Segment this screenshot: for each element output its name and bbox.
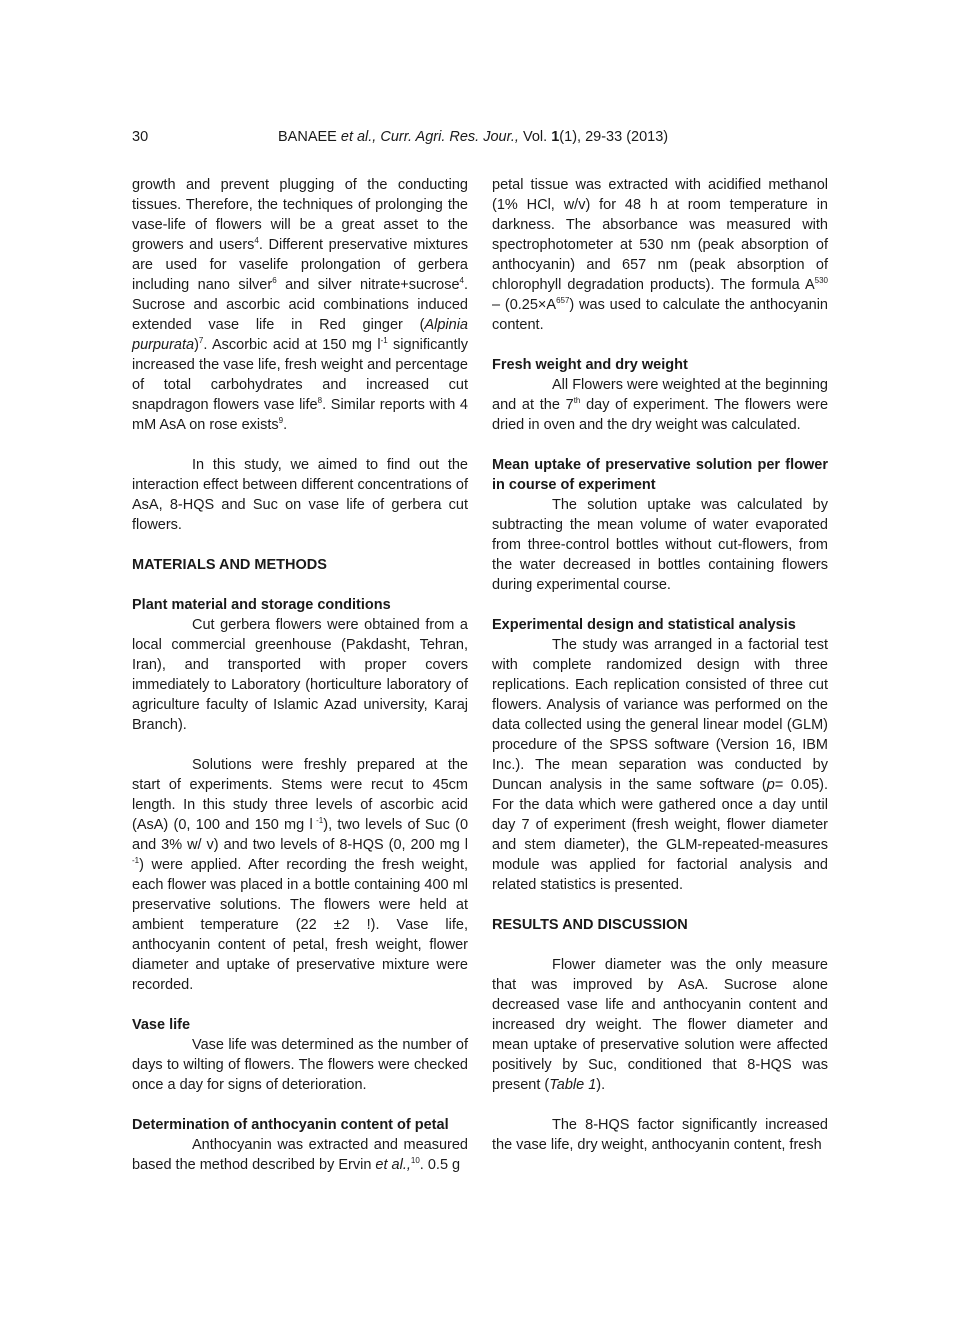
solutions-paragraph: Solutions were freshly prepared at the start of experiments. Stems were recut to 45cm length. In this study three levels of ascorbic acid (AsA) (0, 100 and 150 mg l $^{-1}$), two levels of Suc (0 and 3% w/ v) and two levels of 8-HQS (0, 200 mg l $^{-1}$) were applied. After recording the fresh weight, each flower was placed in a bottle containing 400 ml preservative solutions. The flowers were held at ambient temperature (22 ±2 !). Vase life, anthocyanin content of petal, fresh weight, flower diameter and uptake of preservative mixture were recorded. <box>132 757 469 993</box>
intro-paragraph-1: growth and prevent plugging of the conducting tissues. Therefore, the techniques of prolonging the vase-life of flowers will be a great asset to the growers and users$^4$. Different preservative mixtures are used for vaselife prolongation of gerbera including nano silver$^6$ and silver nitrate+sucrose$^4$. Sucrose and ascorbic acid combinations induced extended vase life in Red ginger (Alpinia purpurata)$^7$. Ascorbic acid at 150 mg $l^{-1}$ significantly increased the vase life, fresh weight and percentage of total carbohydrates and increased cut snapdragon flowers vase life$^8$. Similar reports with 4 mM AsA on rose exists$^9$. <box>132 177 469 433</box>
subheading-mean-uptake: Mean uptake of preservative solution per flower in course of experiment <box>492 457 828 493</box>
anthocyanin-continued-paragraph: petal tissue was extracted with acidified methanol (1% HCl, w/v) for 48 h at room temperature in darkness. The absorbance was measured with spectrophotometer at 530 nm (peak absorption of anthocyanin) and 657 nm (peak absorption of chlorophyll degradation products). The formula $A^{530} - (0.25\times A^{657})$ was used to calculate the anthocyanin content. <box>492 177 828 333</box>
header-vol-label: Vol. <box>523 129 548 145</box>
aim-paragraph: In this study, we aimed to find out the interaction effect between different concentrations of AsA, 8-HQS and Suc on vase life of gerbera cut flowers. <box>132 457 468 533</box>
plant-material-paragraph: Cut gerbera flowers were obtained from a local commercial greenhouse (Pakdasht, Tehran, Iran), and transported with proper covers immediately to Laboratory (horticulture laboratory of agriculture faculty of Islamic Azad university, Karaj Branch). <box>132 617 468 733</box>
header-author: BANAEE <box>278 129 337 145</box>
header-journal: Curr. Agri. Res. Jour., <box>380 129 519 145</box>
header-issue-pages: (1), 29-33 (2013) <box>559 129 669 145</box>
header-vol-num: 1 <box>551 129 560 145</box>
page-number: 30 <box>132 129 149 145</box>
header-etal: et al., <box>340 129 377 145</box>
species-name: Alpinia purpurata <box>132 317 468 353</box>
section-heading-materials: MATERIALS AND METHODS <box>132 557 327 573</box>
uptake-paragraph: The solution uptake was calculated by subtracting the mean volume of water evaporated from three-control bottles without cut-flowers, from the water decreased in bottles containing flowers during experimental course. <box>492 497 828 593</box>
subheading-experimental-design: Experimental design and statistical analysis <box>492 617 796 633</box>
subheading-vase-life: Vase life <box>132 1017 191 1033</box>
anthocyanin-paragraph: Anthocyanin was extracted and measured based the method described by Ervin et al.,$^{10}$. 0.5 g <box>132 1137 468 1173</box>
section-heading-results: RESULTS AND DISCUSSION <box>492 917 688 933</box>
fresh-weight-paragraph: All Flowers were weighted at the beginning and at the 7th day of experiment. The flowers were dried in oven and the dry weight was calculated. <box>492 377 829 433</box>
running-header <box>278 129 668 145</box>
right-column <box>492 175 828 1155</box>
subheading-plant-material: Plant material and storage conditions <box>132 597 391 613</box>
table-reference: Table 1 <box>549 1077 597 1093</box>
subheading-fresh-dry-weight: Fresh weight and dry weight <box>492 357 688 373</box>
design-paragraph: The study was arranged in a factorial test with complete randomized design with three replications. Each replication consisted of three cut flowers. Analysis of variance was performed on the data collected using the general linear model (GLM) procedure of the SPSS software (Version 16, IBM Inc.). The mean separation was conducted by Duncan analysis in the same software (p= 0.05). For the data which were gathered once a day until day 7 of experiment (fresh weight, flower diameter and stem diameter), the GLM-repeated-measures module was applied for factorial analysis and related statistics is presented. <box>492 637 828 893</box>
results-paragraph-2: The 8-HQS factor significantly increased the vase life, dry weight, anthocyanin content, fresh <box>492 1117 828 1153</box>
results-paragraph-1: Flower diameter was the only measure that was improved by AsA. Sucrose alone decreased vase life and anthocyanin content and increased dry weight. The flower diameter and mean uptake of preservative solution were affected positively by Suc, conditioned that 8-HQS was present (Table 1). <box>492 957 828 1093</box>
subheading-anthocyanin: Determination of anthocyanin content of petal <box>132 1117 449 1133</box>
left-column <box>132 175 468 1175</box>
vase-life-paragraph: Vase life was determined as the number of days to wilting of flowers. The flowers were checked once a day for signs of deterioration. <box>132 1037 468 1093</box>
